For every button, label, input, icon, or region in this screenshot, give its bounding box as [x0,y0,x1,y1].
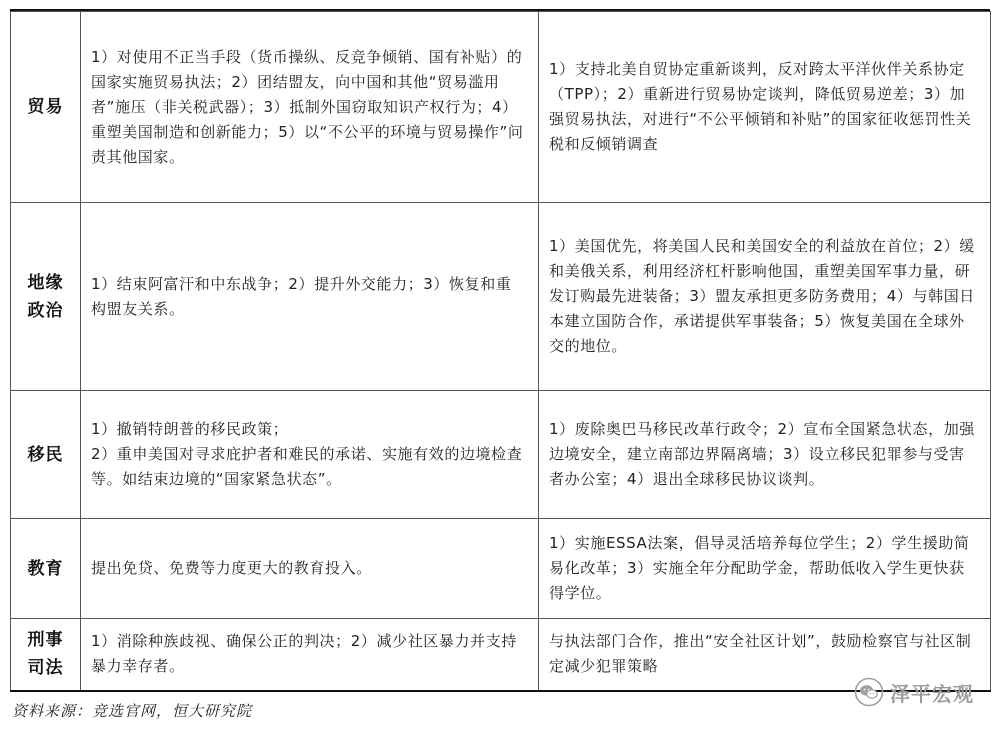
table-row-geopolitics [11,203,991,391]
biden-policy-cell [81,391,539,519]
biden-policy-cell: 1）消除种族歧视、确保公正的判决；2）减少社区暴力并支持暴力幸存者。 [81,619,539,691]
table-row-trade [11,12,991,203]
trump-policy-cell: 1）支持北美自贸协定重新谈判，反对跨太平洋伙伴关系协定（TPP）；2）重新进行贸易协定谈判，降低贸易逆差；3）加强贸易执法，对进行“不公平倾销和补贴”的国家征收惩罚性关税和反倾销调查 [539,12,991,203]
policy-comparison-table [10,11,991,692]
biden-policy-cell: 1）对使用不正当手段（货币操纵、反竞争倾销、国有补贴）的国家实施贸易执法；2）团结盟友，向中国和其他“贸易滥用者”施压（非关税武器）；3）抵制外国窃取知识产权行为；4）重塑美国制造和创新能力；5）以“不公平的环境与贸易操作”问责其他国家。 [81,12,539,203]
trump-policy-cell: 1）实施ESSA法案，倡导灵活培养每位学生；2）学生援助简易化改革；3）实施全年分配助学金，帮助低收入学生更快获得学位。 [539,519,991,619]
trump-policy-cell: 与执法部门合作，推出“安全社区计划”，鼓励检察官与社区制定减少犯罪策略 [539,619,991,691]
category-cell: 移民 [11,391,81,519]
table-row-immigration [11,391,991,519]
biden-policy-cell: 提出免贷、免费等力度更大的教育投入。 [81,519,539,619]
category-cell [11,619,81,691]
policy-line: 1）撤销特朗普的移民政策； [91,420,289,438]
trump-policy-cell: 1）美国优先，将美国人民和美国安全的利益放在首位；2）缓和美俄关系，利用经济杠杆影响他国，重塑美国军事力量，研发订购最先进装备；3）盟友承担更多防务费用；4）与韩国日本建立国防合作，承诺提供军事装备；5）恢复美国在全球外交的地位。 [539,203,991,391]
watermark [854,676,974,708]
table-row-criminal-justice [11,619,991,691]
trump-policy-cell: 1）废除奥巴马移民改革行政令；2）宣布全国紧急状态，加强边境安全，建立南部边界隔离墙；3）设立移民犯罪参与受害者办公室；4）退出全球移民协议谈判。 [539,391,991,519]
biden-policy-cell: 1）结束阿富汗和中东战争；2）提升外交能力；3）恢复和重构盟友关系。 [81,203,539,391]
policy-line: 2）重申美国对寻求庇护者和难民的承诺、实施有效的边境检查等。如结束边境的“国家紧急状态”。 [91,445,523,488]
category-label: 刑事司法 [27,630,64,679]
wechat-icon [854,677,884,707]
source-note: 资料来源：竞选官网，恒大研究院 [12,702,253,720]
category-cell: 教育 [11,519,81,619]
table-row-education [11,519,991,619]
category-cell [11,203,81,391]
watermark-text: 泽平宏观 [890,681,974,706]
category-cell: 贸易 [11,12,81,203]
category-label: 地缘政治 [27,272,64,321]
